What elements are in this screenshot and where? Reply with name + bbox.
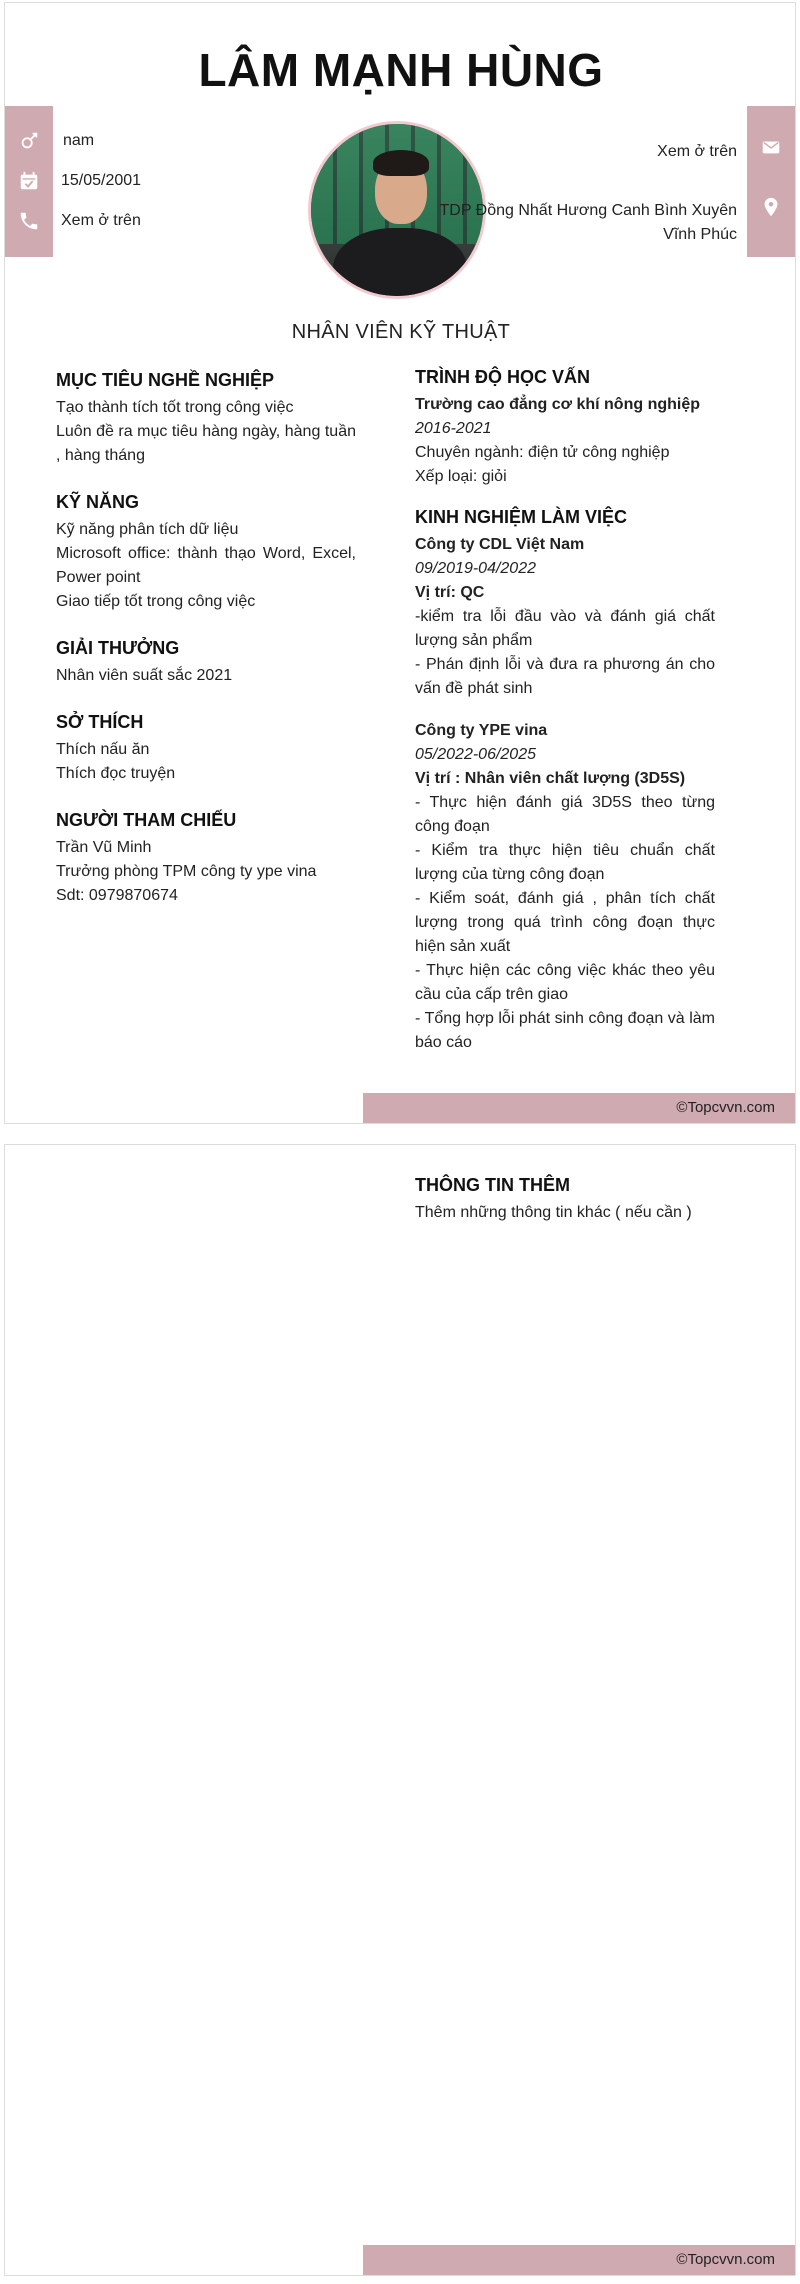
job-company: Công ty CDL Việt Nam [415, 536, 585, 553]
footer-bar: ©Topcvvn.com [363, 2245, 795, 2275]
education-section [415, 365, 715, 489]
reference-line: Trưởng phòng TPM công ty ype vina [56, 863, 317, 880]
objective-line: Tạo thành tích tốt trong công việc [56, 399, 294, 416]
job-period: 05/2022-06/2025 [415, 746, 536, 763]
job-duty: -kiểm tra lỗi đầu vào và đánh giá chất lượng sản phẩm [415, 608, 715, 649]
hobbies-section [56, 710, 356, 786]
right-column [415, 365, 715, 1077]
skills-title: KỸ NĂNG [56, 492, 140, 512]
phone-value: Xem ở trên [61, 212, 141, 229]
hobbies-title: SỞ THÍCH [56, 712, 144, 732]
left-column [56, 368, 356, 930]
education-rank: Xếp loại: giỏi [415, 468, 507, 485]
gender-icon [16, 128, 42, 154]
phone-icon [16, 208, 42, 234]
left-icon-bar [5, 106, 53, 257]
experience-section [415, 505, 715, 1055]
job-entry [415, 533, 715, 701]
cv-page-2 [4, 1144, 796, 2276]
job-company: Công ty YPE vina [415, 722, 548, 739]
hobby-line: Thích đọc truyện [56, 765, 176, 782]
job-position: Vị trí: QC [415, 584, 485, 601]
skill-line: Kỹ năng phân tích dữ liệu [56, 521, 239, 538]
email-value: Xem ở trên [657, 143, 737, 160]
experience-title: KINH NGHIỆM LÀM VIỆC [415, 507, 628, 527]
reference-line: Trần Vũ Minh [56, 839, 152, 856]
job-position: Vị trí : Nhân viên chất lượng (3D5S) [415, 770, 686, 787]
job-duty: - Phán định lỗi và đưa ra phương án cho vấn đề phát sinh [415, 656, 715, 697]
extra-info-section [415, 1173, 735, 1225]
job-duty: - Thực hiện các công việc khác theo yêu cầu của cấp trên giao [415, 962, 715, 1003]
job-duty: - Tổng hợp lỗi phát sinh công đoạn và làm báo cáo [415, 1010, 715, 1051]
skills-section [56, 490, 356, 614]
job-duty: - Kiểm tra thực hiện tiêu chuẩn chất lượng của từng công đoạn [415, 842, 715, 883]
extra-info-title: THÔNG TIN THÊM [415, 1175, 570, 1195]
skill-line: Giao tiếp tốt trong công việc [56, 593, 256, 610]
right-icon-bar [747, 106, 795, 257]
gender-value: nam [63, 132, 95, 149]
location-pin-icon [758, 194, 784, 220]
cv-page-1 [4, 2, 796, 1124]
job-duty: - Thực hiện đánh giá 3D5S theo từng công đoạn [415, 794, 715, 835]
awards-section [56, 636, 356, 688]
job-entry [415, 719, 715, 1055]
award-line: Nhân viên suất sắc 2021 [56, 667, 233, 684]
footer-bar: ©Topcvvn.com [363, 1093, 795, 1123]
hobby-line: Thích nấu ăn [56, 741, 150, 758]
extra-info-text: Thêm những thông tin khác ( nếu cần ) [415, 1204, 692, 1221]
job-title: NHÂN VIÊN KỸ THUẬT [291, 321, 511, 343]
references-section [56, 808, 356, 908]
job-duty: - Kiểm soát, đánh giá , phân tích chất lượng trong quá trình công đoạn thực hiện sản xuất [415, 890, 715, 955]
address-value: TDP Đồng Nhất Hương Canh Bình Xuyên Vĩnh Phúc [439, 202, 737, 243]
dob-value: 15/05/2001 [61, 172, 142, 189]
objective-title: MỤC TIÊU NGHỀ NGHIỆP [56, 370, 275, 390]
calendar-icon [16, 168, 42, 194]
awards-title: GIẢI THƯỞNG [56, 638, 180, 658]
education-period: 2016-2021 [415, 420, 492, 437]
candidate-name: LÂM MẠNH HÙNG [198, 44, 604, 96]
references-title: NGƯỜI THAM CHIẾU [56, 810, 237, 830]
objective-section [56, 368, 356, 468]
objective-line: Luôn đề ra mục tiêu hàng ngày, hàng tuần , hàng tháng [56, 423, 356, 464]
mail-icon [758, 134, 784, 160]
job-period: 09/2019-04/2022 [415, 560, 536, 577]
skill-line: Microsoft office: thành thạo Word, Excel, Power point [56, 545, 356, 586]
education-title: TRÌNH ĐỘ HỌC VẤN [415, 367, 590, 387]
education-major: Chuyên ngành: điện tử công nghiệp [415, 444, 670, 461]
school-name: Trường cao đẳng cơ khí nông nghiệp [415, 396, 701, 413]
reference-line: Sdt: 0979870674 [56, 887, 178, 904]
